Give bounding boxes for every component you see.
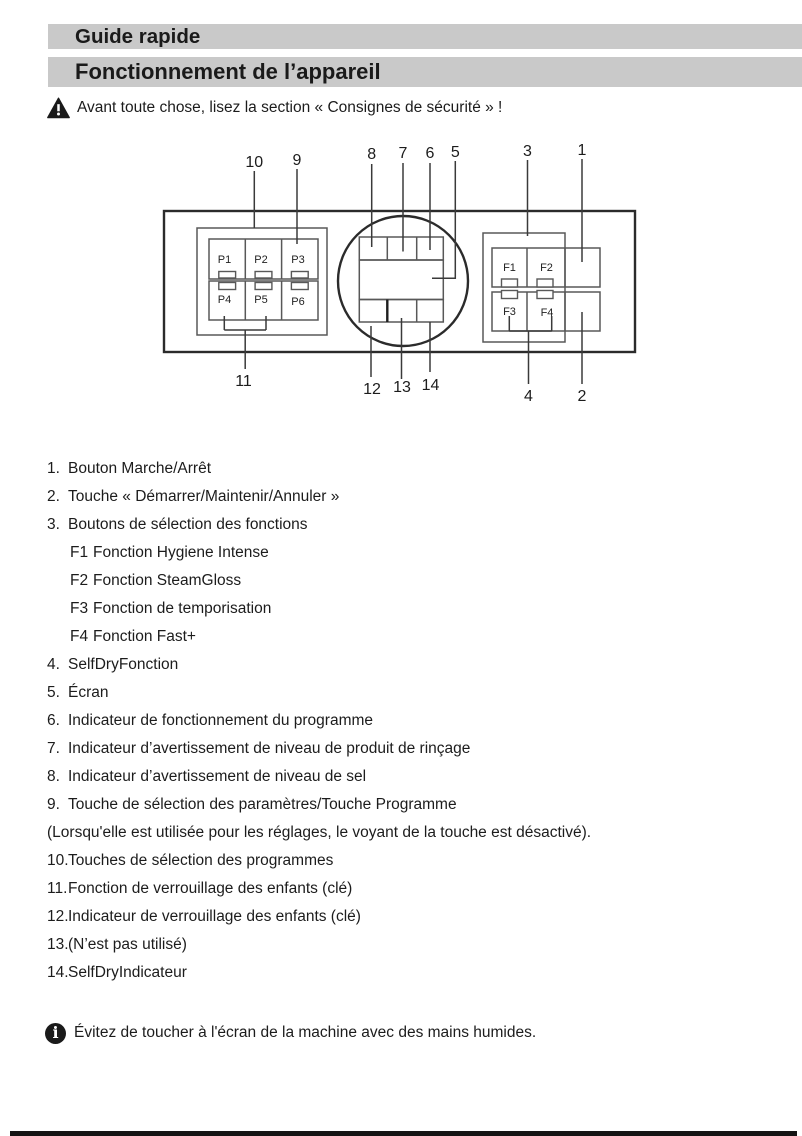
function-button-label-f1: F1	[503, 262, 516, 274]
item-number: 2.	[47, 488, 60, 505]
safety-warning-note	[47, 95, 502, 121]
led-indicator	[255, 272, 272, 279]
item-number: 8.	[47, 768, 60, 785]
item-number: 9.	[47, 796, 60, 813]
list-item	[47, 539, 777, 567]
program-button-label-p4: P4	[217, 294, 232, 306]
item-text: (Lorsqu'elle est utilisée pour les réglages, le voyant de la touche est désactivé).	[47, 824, 592, 841]
list-item	[47, 763, 777, 791]
info-icon: i	[45, 1023, 66, 1044]
callout-number: 4	[524, 388, 533, 405]
item-number: 10.	[47, 852, 69, 869]
led-indicator	[291, 283, 308, 290]
item-number: 5.	[47, 684, 60, 701]
info-note	[45, 1022, 536, 1044]
info-text: Évitez de toucher à l'écran de la machine avec des mains humides.	[74, 1024, 537, 1041]
section-header-fonctionnement	[48, 57, 802, 87]
item-text: Indicateur d’avertissement de niveau de sel	[68, 768, 367, 785]
led-indicator	[255, 283, 272, 290]
item-text: Bouton Marche/Arrêt	[68, 460, 212, 477]
callout-number: 13	[393, 379, 411, 396]
item-text: Indicateur de fonctionnement du programme	[68, 712, 374, 729]
list-item	[47, 959, 777, 987]
item-text: Fonction Fast+	[93, 628, 196, 645]
callout-number: 6	[425, 145, 435, 162]
item-number: 13.	[47, 936, 69, 953]
section-header-guide-rapide	[48, 24, 802, 49]
led-indicator	[537, 291, 553, 299]
footer-rule	[10, 1131, 797, 1136]
list-item	[47, 483, 777, 511]
function-button-label-f3: F3	[503, 306, 516, 318]
item-text: Fonction Hygiene Intense	[93, 544, 269, 561]
callout-number: 9	[292, 152, 302, 169]
program-button-label-p2: P2	[254, 254, 268, 266]
item-number: F3	[70, 600, 89, 617]
item-number: 4.	[47, 656, 60, 673]
led-indicator	[537, 279, 553, 287]
item-text: Touche « Démarrer/Maintenir/Annuler »	[68, 488, 340, 505]
item-text: Fonction de temporisation	[93, 600, 272, 617]
function-button-label-f4: F4	[540, 307, 554, 319]
list-item	[47, 455, 777, 483]
control-panel-diagram	[150, 140, 660, 408]
item-text: Écran	[68, 684, 109, 701]
item-text: SelfDryIndicateur	[68, 964, 187, 981]
led-indicator	[291, 272, 308, 279]
program-button-label-p1: P1	[217, 254, 232, 266]
led-indicator	[219, 283, 236, 290]
callout-number: 12	[363, 381, 381, 398]
callout-number: 14	[421, 377, 440, 394]
item-text: SelfDryFonction	[68, 656, 179, 673]
item-number: F1	[70, 544, 89, 561]
item-number: 12.	[47, 908, 69, 925]
led-indicator	[219, 272, 236, 279]
warning-text: Avant toute chose, lisez la section « Consignes de sécurité » !	[77, 99, 503, 116]
item-text: Indicateur de verrouillage des enfants (clé)	[68, 908, 361, 925]
program-button-label-p3: P3	[291, 254, 305, 266]
item-text: Fonction de verrouillage des enfants (clé)	[68, 880, 353, 897]
item-text: Touches de sélection des programmes	[68, 852, 334, 869]
item-text: (N’est pas utilisé)	[68, 936, 187, 953]
program-button-label-p6: P6	[291, 296, 305, 308]
item-number: 6.	[47, 712, 60, 729]
list-item	[47, 511, 777, 539]
section-title: Fonctionnement de l’appareil	[75, 59, 381, 84]
item-text: Indicateur d’avertissement de niveau de produit de rinçage	[68, 740, 471, 757]
list-item	[47, 791, 777, 819]
list-item	[47, 707, 777, 735]
item-number: 7.	[47, 740, 60, 757]
callout-number: 11	[235, 373, 252, 390]
warning-triangle-icon	[47, 97, 70, 119]
list-item	[47, 903, 777, 931]
list-item	[47, 847, 777, 875]
list-item	[47, 623, 777, 651]
item-text: Boutons de sélection des fonctions	[68, 516, 308, 533]
item-number: 3.	[47, 516, 60, 533]
list-item	[47, 679, 777, 707]
list-item	[47, 567, 777, 595]
led-indicator	[502, 291, 518, 299]
list-item	[47, 595, 777, 623]
item-number: 1.	[47, 460, 60, 477]
list-item-note	[47, 819, 777, 847]
callout-number: 10	[245, 154, 264, 171]
item-number: F4	[70, 628, 89, 645]
item-number: 11.	[47, 880, 68, 897]
item-text: Fonction SteamGloss	[93, 572, 242, 589]
list-item	[47, 875, 777, 903]
callout-number: 7	[398, 145, 408, 162]
callout-number: 2	[577, 388, 587, 405]
list-item	[47, 735, 777, 763]
parts-list	[47, 455, 777, 987]
callout-number: 5	[450, 144, 460, 161]
item-number: 14.	[47, 964, 69, 981]
function-button-label-f2: F2	[540, 262, 553, 274]
section-title: Guide rapide	[75, 24, 201, 48]
list-item	[47, 931, 777, 959]
item-number: F2	[70, 572, 89, 589]
item-text: Touche de sélection des paramètres/Touche Programme	[68, 796, 457, 813]
led-indicator	[502, 279, 518, 287]
program-button-label-p5: P5	[254, 294, 268, 306]
list-item	[47, 651, 777, 679]
callout-number: 3	[523, 143, 532, 160]
callout-number: 8	[367, 146, 377, 163]
callout-number: 1	[577, 142, 587, 159]
